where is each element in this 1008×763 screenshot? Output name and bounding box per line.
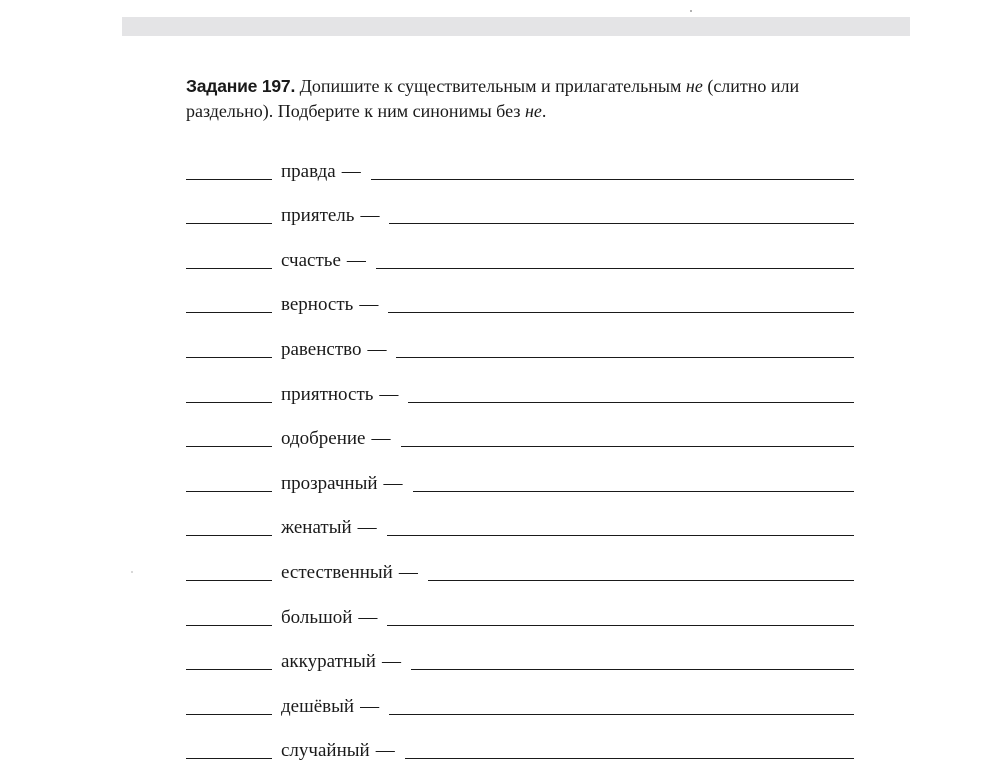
exercise-row — [186, 673, 854, 718]
exercise-row — [186, 316, 854, 361]
exercise-row — [186, 272, 854, 317]
exercise-word: естественный — [281, 561, 393, 583]
task-text-part-3: . — [541, 101, 547, 121]
dash: — — [371, 428, 391, 450]
exercise-word: большой — [281, 606, 353, 628]
dash: — — [359, 294, 379, 316]
scan-speck-side — [131, 571, 133, 573]
synonym-blank-line[interactable] — [376, 250, 854, 269]
top-gray-bar — [122, 17, 910, 36]
exercise-row — [186, 361, 854, 406]
dash: — — [398, 561, 418, 583]
exercise-row — [186, 406, 854, 451]
prefix-blank-line[interactable] — [186, 740, 272, 759]
dash: — — [357, 517, 377, 539]
prefix-blank-line[interactable] — [186, 651, 272, 670]
dash: — — [383, 472, 403, 494]
synonym-blank-line[interactable] — [401, 428, 855, 447]
prefix-blank-line[interactable] — [186, 517, 272, 536]
synonym-blank-line[interactable] — [411, 651, 854, 670]
synonym-blank-line[interactable] — [389, 696, 854, 715]
task-emphasis-ne-2: не — [524, 101, 542, 121]
dash: — — [358, 606, 378, 628]
dash: — — [375, 740, 395, 762]
synonym-blank-line[interactable] — [387, 607, 854, 626]
synonym-blank-line[interactable] — [387, 517, 854, 536]
dash: — — [360, 695, 380, 717]
task-text-part-1: Допишите к существительным и прилагательным — [295, 76, 686, 96]
prefix-blank-line[interactable] — [186, 428, 272, 447]
dash: — — [341, 160, 361, 182]
exercise-row — [186, 183, 854, 228]
exercise-rows — [186, 138, 854, 762]
exercise-row — [186, 629, 854, 674]
exercise-word: женатый — [281, 517, 352, 539]
dash: — — [379, 383, 399, 405]
exercise-word: равенство — [281, 338, 362, 360]
exercise-row — [186, 718, 854, 763]
task-title: Задание 197. — [186, 76, 296, 96]
prefix-blank-line[interactable] — [186, 473, 272, 492]
exercise-word: случайный — [281, 740, 370, 762]
prefix-blank-line[interactable] — [186, 562, 272, 581]
prefix-blank-line[interactable] — [186, 161, 272, 180]
prefix-blank-line[interactable] — [186, 607, 272, 626]
prefix-blank-line[interactable] — [186, 696, 272, 715]
task-text-part-2: (слитно или раздельно). Подберите к ним синонимы без — [186, 76, 800, 121]
synonym-blank-line[interactable] — [428, 562, 854, 581]
task-instructions — [186, 74, 866, 124]
prefix-blank-line[interactable] — [186, 250, 272, 269]
exercise-word: прозрачный — [281, 472, 378, 494]
synonym-blank-line[interactable] — [405, 740, 854, 759]
exercise-row — [186, 450, 854, 495]
synonym-blank-line[interactable] — [371, 161, 854, 180]
synonym-blank-line[interactable] — [388, 294, 854, 313]
synonym-blank-line[interactable] — [389, 205, 854, 224]
synonym-blank-line[interactable] — [396, 339, 854, 358]
exercise-row — [186, 138, 854, 183]
task-emphasis-ne-1: не — [685, 76, 703, 96]
exercise-word: верность — [281, 294, 354, 316]
prefix-blank-line[interactable] — [186, 339, 272, 358]
synonym-blank-line[interactable] — [413, 473, 854, 492]
exercise-row — [186, 539, 854, 584]
dash: — — [346, 249, 366, 271]
exercise-row — [186, 495, 854, 540]
exercise-word: аккуратный — [281, 651, 376, 673]
exercise-word: приятель — [281, 205, 355, 227]
exercise-word: правда — [281, 160, 336, 182]
dash: — — [367, 338, 387, 360]
exercise-word: одобрение — [281, 428, 366, 450]
exercise-word: приятность — [281, 383, 374, 405]
prefix-blank-line[interactable] — [186, 384, 272, 403]
exercise-row — [186, 584, 854, 629]
prefix-blank-line[interactable] — [186, 294, 272, 313]
synonym-blank-line[interactable] — [408, 384, 854, 403]
exercise-word: счастье — [281, 249, 341, 271]
exercise-row — [186, 227, 854, 272]
exercise-word: дешёвый — [281, 695, 355, 717]
dash: — — [360, 205, 380, 227]
dash: — — [381, 651, 401, 673]
prefix-blank-line[interactable] — [186, 205, 272, 224]
scan-speck — [690, 10, 692, 12]
